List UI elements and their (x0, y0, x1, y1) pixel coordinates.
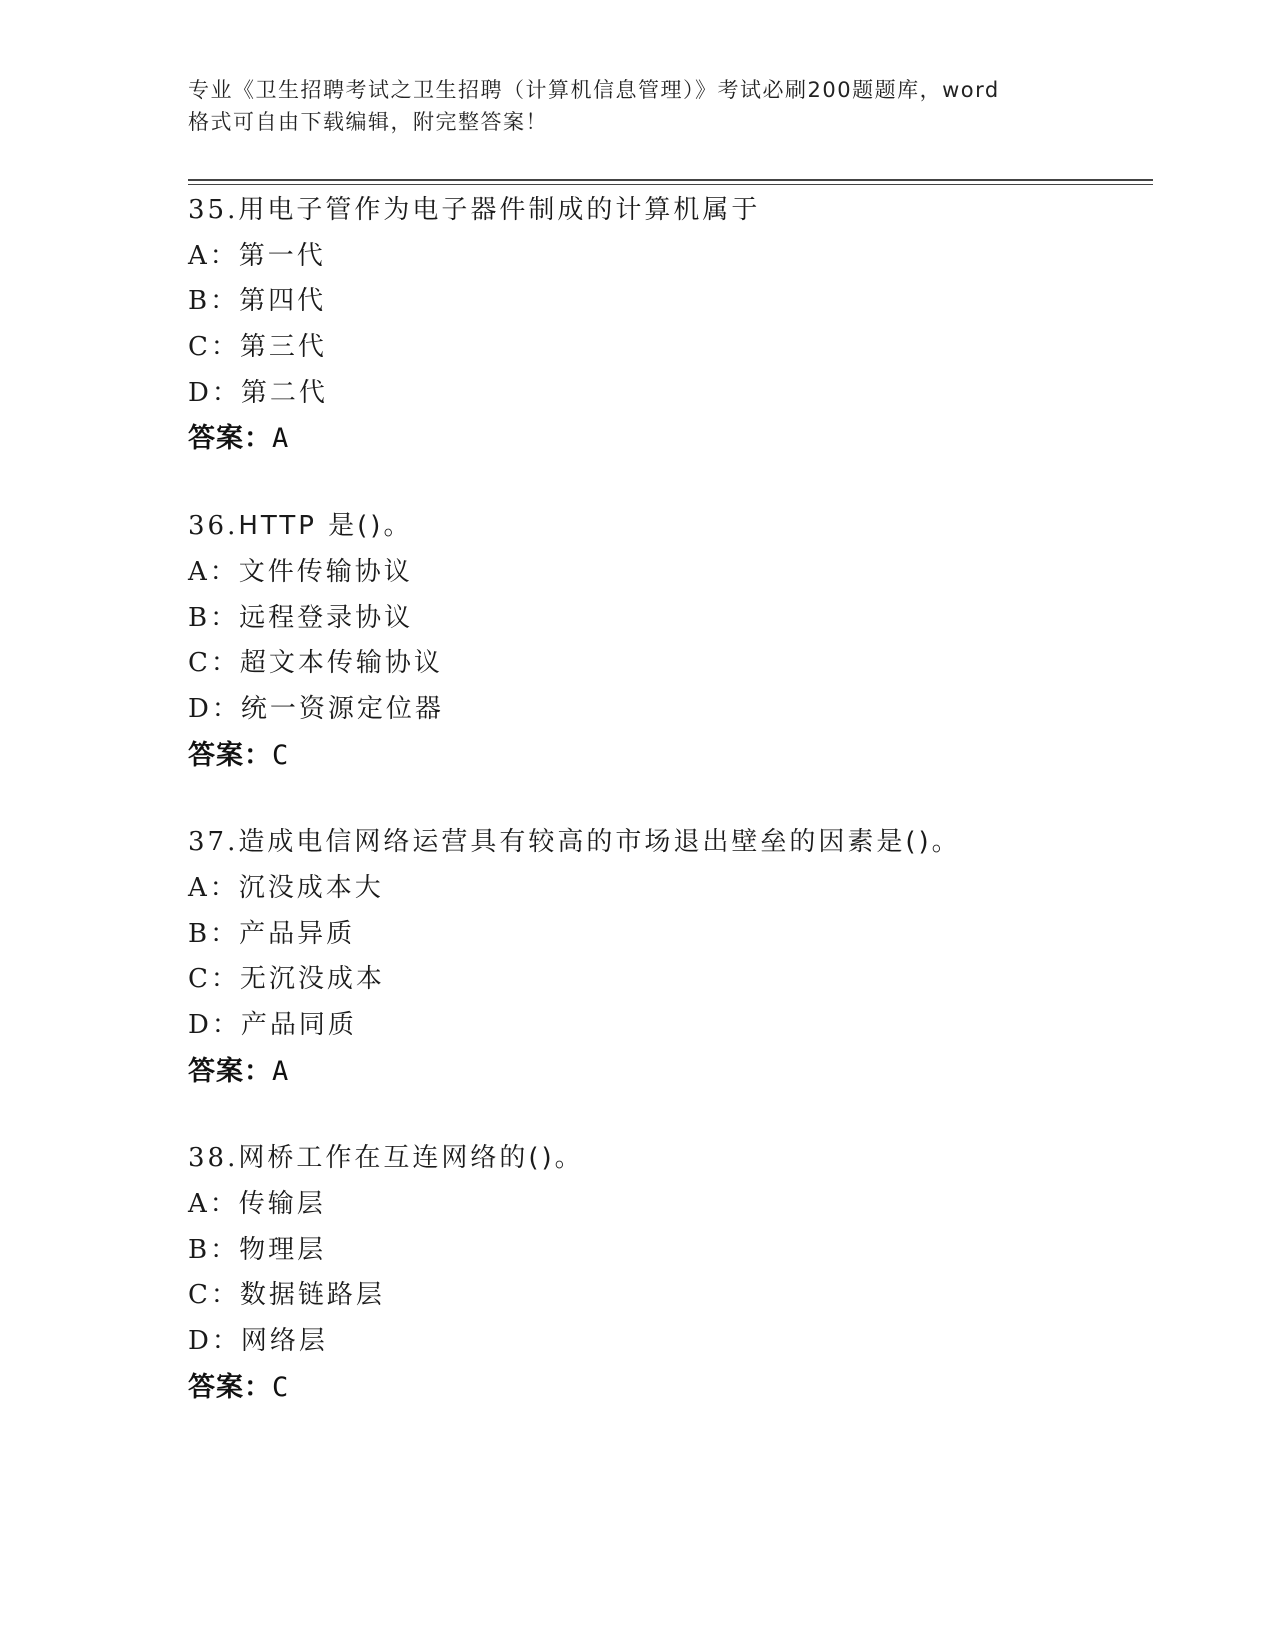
answer-value: C (272, 739, 290, 771)
question-number: 38. (188, 1143, 239, 1174)
option-b (188, 279, 1148, 325)
header-divider-thick (188, 179, 1153, 181)
option-letter: D： (188, 1326, 241, 1357)
header-divider-thin (188, 184, 1153, 185)
answer-value: A (272, 423, 290, 455)
answer-value: C (272, 1371, 290, 1403)
question-stem (188, 504, 1148, 550)
question-text: 用电子管作为电子器件制成的计算机属于 (238, 195, 761, 225)
option-letter: A： (188, 240, 239, 271)
option-letter: A： (188, 556, 239, 587)
option-text: 产品异质 (239, 918, 356, 949)
option-text: 第三代 (239, 332, 327, 363)
answer-line (188, 1365, 1148, 1411)
option-letter: D： (188, 693, 241, 724)
option-letter: A： (188, 1189, 239, 1220)
option-text: 第四代 (239, 286, 327, 317)
question-37 (188, 820, 1148, 1094)
question-text: HTTP 是()。 (238, 511, 413, 542)
option-d (188, 1003, 1148, 1049)
option-d (188, 687, 1148, 733)
option-text: 文件传输协议 (238, 556, 413, 587)
header-line-2: 格式可自由下载编辑，附完整答案！ (188, 110, 548, 134)
option-text: 数据链路层 (239, 1280, 385, 1311)
option-letter: C： (188, 964, 240, 995)
option-a (188, 1182, 1148, 1228)
answer-label: 答案： (188, 1055, 272, 1087)
option-c (188, 641, 1148, 687)
question-stem (188, 820, 1148, 866)
option-text: 第二代 (240, 377, 328, 408)
question-stem (188, 1136, 1148, 1182)
option-letter: D： (188, 377, 241, 408)
question-36 (188, 504, 1148, 778)
header-line-1: 专业《卫生招聘考试之卫生招聘（计算机信息管理）》考试必刷200题题库，word (188, 78, 1000, 102)
option-text: 网络层 (240, 1326, 328, 1357)
option-text: 物理层 (239, 1234, 327, 1265)
option-d (188, 371, 1148, 417)
option-c (188, 957, 1148, 1003)
question-number: 35. (188, 195, 239, 225)
question-number: 37. (188, 827, 239, 858)
option-d (188, 1319, 1148, 1365)
option-b (188, 912, 1148, 958)
option-text: 超文本传输协议 (239, 648, 443, 679)
answer-line (188, 1049, 1148, 1095)
question-text: 造成电信网络运营具有较高的市场退出壁垒的因素是()。 (238, 827, 961, 858)
answer-value: A (272, 1055, 290, 1087)
question-stem (188, 188, 1148, 234)
option-c (188, 1273, 1148, 1319)
option-text: 传输层 (238, 1189, 326, 1220)
option-c (188, 325, 1148, 371)
answer-line (188, 733, 1148, 779)
option-letter: B： (188, 918, 240, 949)
answer-label: 答案： (188, 739, 272, 771)
option-letter: C： (188, 648, 240, 679)
option-a (188, 550, 1148, 596)
option-letter: C： (188, 332, 240, 363)
question-text: 网桥工作在互连网络的()。 (238, 1143, 584, 1174)
answer-label: 答案： (188, 1371, 272, 1403)
option-a (188, 866, 1148, 912)
option-b (188, 1228, 1148, 1274)
option-text: 无沉没成本 (239, 964, 385, 995)
answer-label: 答案： (188, 423, 272, 455)
option-letter: C： (188, 1280, 240, 1311)
question-list (188, 188, 1148, 1453)
option-text: 统一资源定位器 (240, 693, 444, 724)
question-38 (188, 1136, 1148, 1410)
question-35 (188, 188, 1148, 462)
option-text: 第一代 (238, 240, 326, 271)
document-header (188, 74, 1088, 138)
option-text: 产品同质 (240, 1010, 357, 1040)
option-text: 沉没成本大 (238, 872, 384, 903)
option-text: 远程登录协议 (239, 602, 414, 633)
option-letter: B： (188, 286, 240, 317)
option-a (188, 234, 1148, 280)
question-number: 36. (188, 511, 239, 542)
answer-line (188, 416, 1148, 462)
option-letter: B： (188, 602, 240, 633)
option-b (188, 596, 1148, 642)
option-letter: A： (188, 872, 239, 903)
option-letter: D： (188, 1010, 241, 1040)
option-letter: B： (188, 1234, 240, 1265)
